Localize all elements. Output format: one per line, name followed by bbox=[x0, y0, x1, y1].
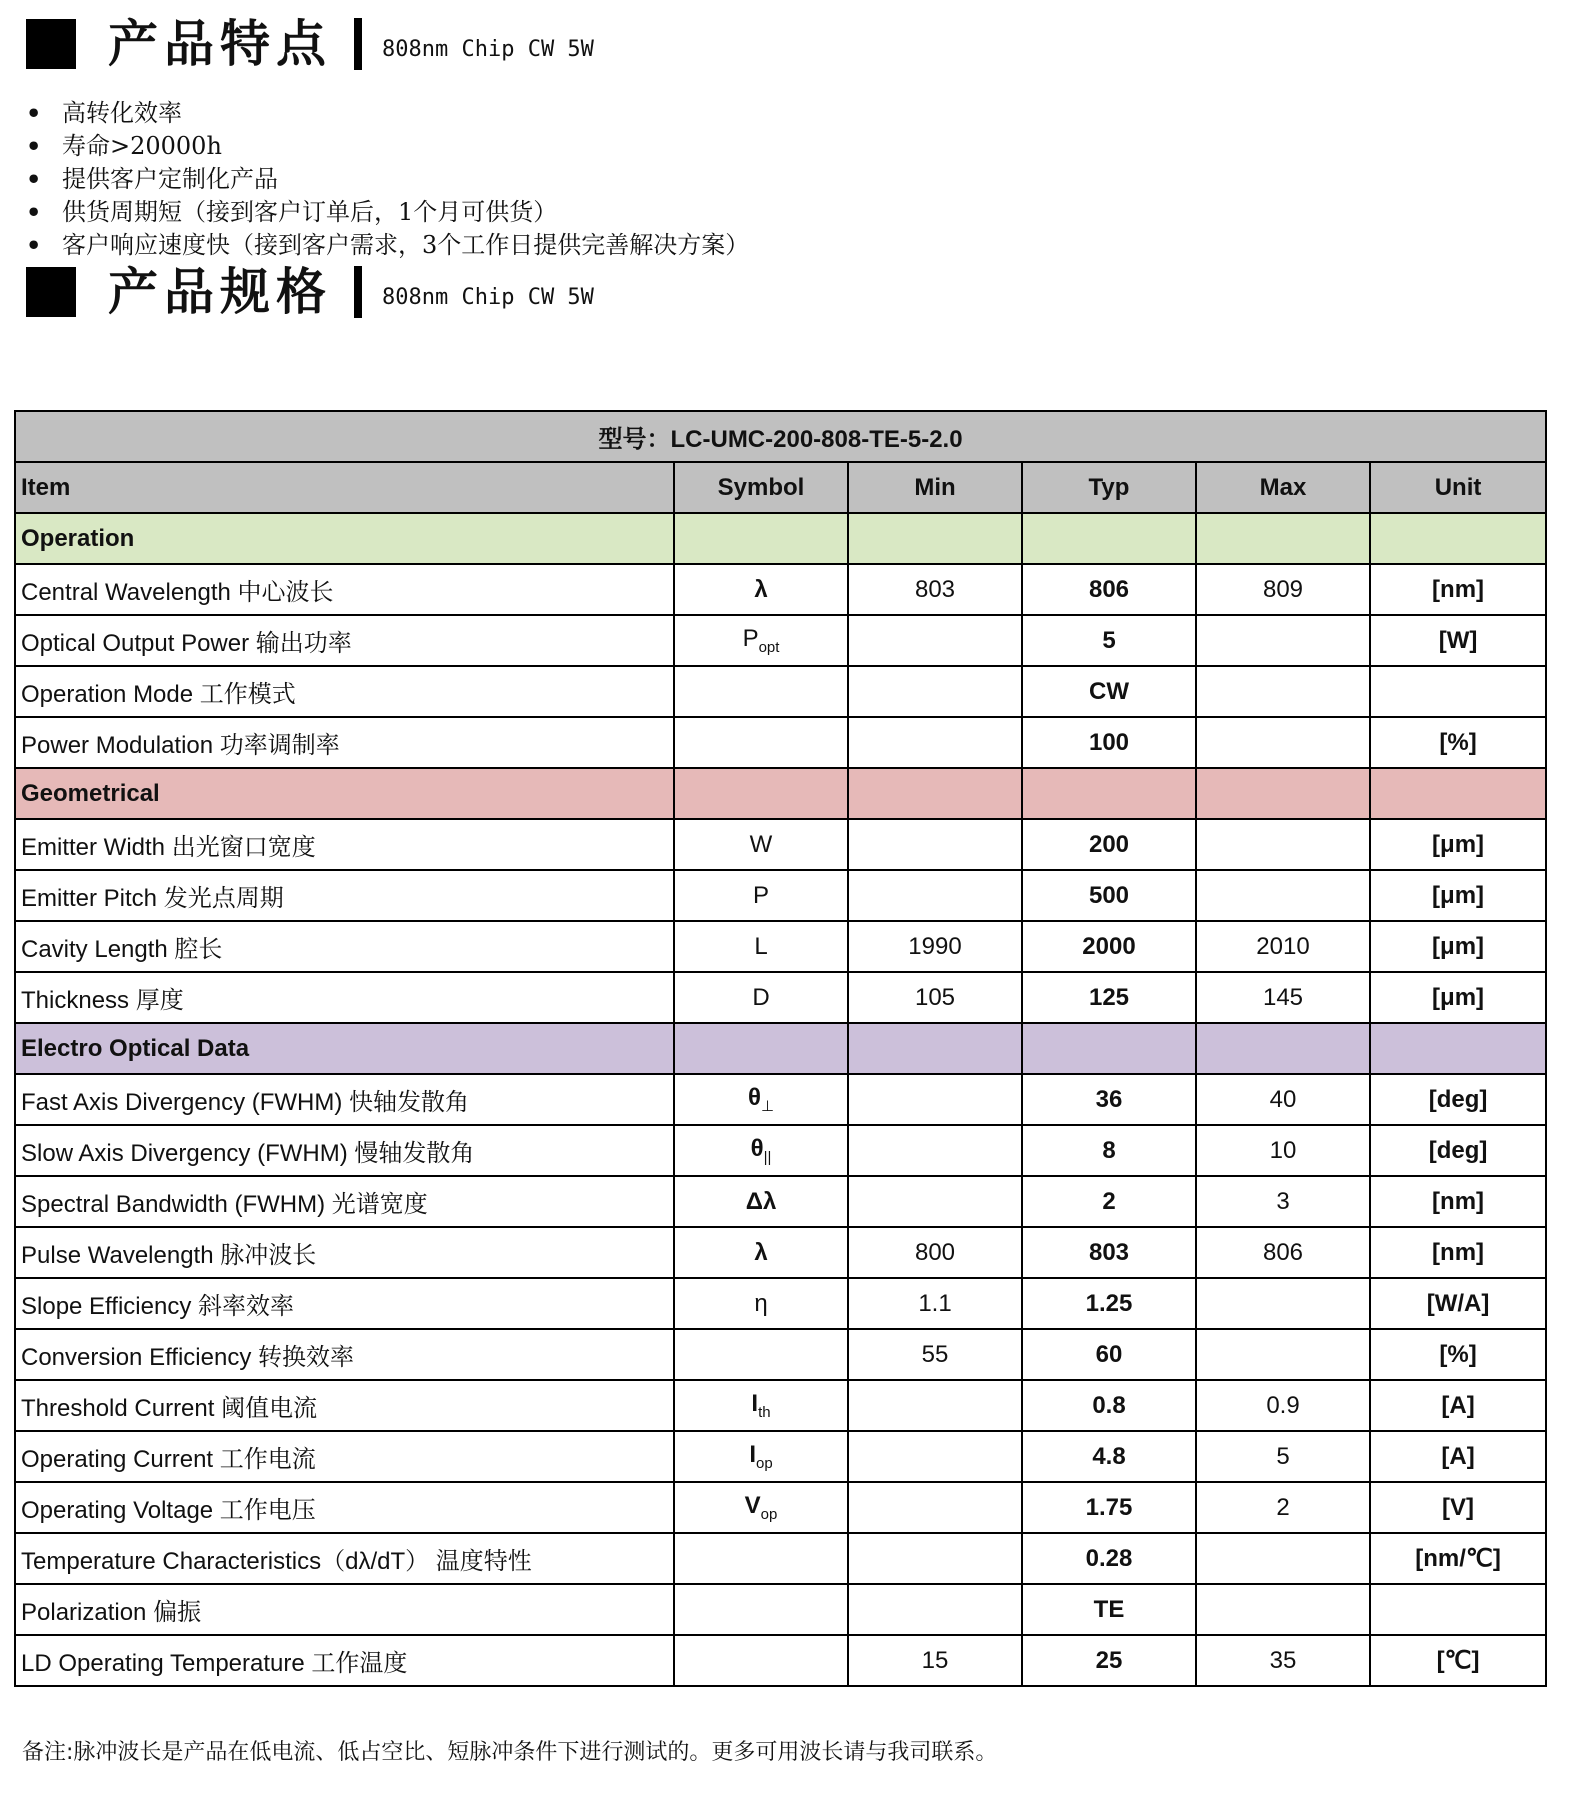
empty-cell bbox=[1196, 1023, 1370, 1074]
table-row bbox=[15, 1584, 1546, 1635]
max-cell: 809 bbox=[1196, 564, 1370, 615]
min-cell: 55 bbox=[848, 1329, 1022, 1380]
unit-cell: [nm] bbox=[1370, 1227, 1546, 1278]
symbol-main: λ bbox=[754, 575, 768, 603]
table-row bbox=[15, 921, 1546, 972]
symbol-main: I bbox=[751, 1390, 759, 1417]
unit-cell: [℃] bbox=[1370, 1635, 1546, 1686]
unit-cell: [μm] bbox=[1370, 819, 1546, 870]
min-cell bbox=[848, 666, 1022, 717]
symbol-cell bbox=[674, 1482, 848, 1533]
feature-list bbox=[26, 97, 749, 262]
symbol-cell bbox=[674, 1533, 848, 1584]
min-cell: 800 bbox=[848, 1227, 1022, 1278]
column-header: Item bbox=[15, 462, 674, 513]
unit-cell: [deg] bbox=[1370, 1074, 1546, 1125]
symbol-main: I bbox=[749, 1441, 756, 1468]
typ-cell: 60 bbox=[1022, 1329, 1196, 1380]
section-row bbox=[15, 768, 1546, 819]
bullet: • bbox=[26, 231, 42, 260]
typ-cell: 2000 bbox=[1022, 921, 1196, 972]
item-cell: Slope Efficiency 斜率效率 bbox=[15, 1278, 674, 1329]
typ-cell: 0.28 bbox=[1022, 1533, 1196, 1584]
symbol-main: η bbox=[754, 1289, 768, 1317]
unit-cell: [nm/℃] bbox=[1370, 1533, 1546, 1584]
item-cell: Optical Output Power 输出功率 bbox=[15, 615, 674, 666]
empty-cell bbox=[674, 768, 848, 819]
feature-item bbox=[26, 97, 749, 130]
symbol-cell bbox=[674, 1125, 848, 1176]
item-cell: Operating Voltage 工作电压 bbox=[15, 1482, 674, 1533]
symbol-cell bbox=[674, 1074, 848, 1125]
typ-cell: CW bbox=[1022, 666, 1196, 717]
empty-cell bbox=[1022, 768, 1196, 819]
item-cell: Thickness 厚度 bbox=[15, 972, 674, 1023]
max-cell bbox=[1196, 615, 1370, 666]
empty-cell bbox=[1370, 1023, 1546, 1074]
symbol-cell bbox=[674, 615, 848, 666]
unit-cell: [V] bbox=[1370, 1482, 1546, 1533]
item-cell: Cavity Length 腔长 bbox=[15, 921, 674, 972]
unit-cell: [W] bbox=[1370, 615, 1546, 666]
empty-cell bbox=[848, 513, 1022, 564]
empty-cell bbox=[674, 513, 848, 564]
symbol-cell bbox=[674, 1278, 848, 1329]
symbol-main: W bbox=[749, 830, 773, 858]
max-cell bbox=[1196, 1329, 1370, 1380]
square-icon bbox=[26, 19, 76, 69]
max-cell bbox=[1196, 717, 1370, 768]
typ-cell: 125 bbox=[1022, 972, 1196, 1023]
empty-cell bbox=[674, 1023, 848, 1074]
unit-cell: [A] bbox=[1370, 1380, 1546, 1431]
unit-cell: [%] bbox=[1370, 1329, 1546, 1380]
table-row bbox=[15, 1482, 1546, 1533]
item-cell: Polarization 偏振 bbox=[15, 1584, 674, 1635]
item-cell: Operation Mode 工作模式 bbox=[15, 666, 674, 717]
max-cell bbox=[1196, 666, 1370, 717]
empty-cell bbox=[1022, 1023, 1196, 1074]
table-row bbox=[15, 615, 1546, 666]
symbol-cell bbox=[674, 666, 848, 717]
max-cell: 2010 bbox=[1196, 921, 1370, 972]
symbol-cell bbox=[674, 1431, 848, 1482]
symbol-subscript: op bbox=[760, 1506, 778, 1523]
table-row bbox=[15, 666, 1546, 717]
item-cell: Operating Current 工作电流 bbox=[15, 1431, 674, 1482]
item-cell: LD Operating Temperature 工作温度 bbox=[15, 1635, 674, 1686]
min-cell bbox=[848, 1533, 1022, 1584]
typ-cell: 200 bbox=[1022, 819, 1196, 870]
table-row bbox=[15, 972, 1546, 1023]
column-header: Max bbox=[1196, 462, 1370, 513]
model-row bbox=[15, 411, 1546, 462]
symbol-main: λ bbox=[754, 1238, 768, 1266]
empty-cell bbox=[1022, 513, 1196, 564]
min-cell bbox=[848, 1125, 1022, 1176]
min-cell bbox=[848, 1431, 1022, 1482]
table-row bbox=[15, 564, 1546, 615]
symbol-main: θ bbox=[747, 1084, 761, 1111]
unit-cell bbox=[1370, 1584, 1546, 1635]
item-cell: Conversion Efficiency 转换效率 bbox=[15, 1329, 674, 1380]
typ-cell: 1.75 bbox=[1022, 1482, 1196, 1533]
empty-cell bbox=[1196, 513, 1370, 564]
typ-cell: 8 bbox=[1022, 1125, 1196, 1176]
header-row bbox=[15, 462, 1546, 513]
spec-table bbox=[14, 410, 1547, 1687]
table-row bbox=[15, 1431, 1546, 1482]
section-subtitle: 808nm Chip CW 5W bbox=[382, 284, 594, 310]
symbol-cell bbox=[674, 1329, 848, 1380]
typ-cell: 500 bbox=[1022, 870, 1196, 921]
min-cell bbox=[848, 1074, 1022, 1125]
max-cell bbox=[1196, 1584, 1370, 1635]
max-cell: 145 bbox=[1196, 972, 1370, 1023]
max-cell: 806 bbox=[1196, 1227, 1370, 1278]
item-cell: Emitter Width 出光窗口宽度 bbox=[15, 819, 674, 870]
feature-item bbox=[26, 163, 749, 196]
table-row bbox=[15, 717, 1546, 768]
min-cell bbox=[848, 717, 1022, 768]
feature-item bbox=[26, 229, 749, 262]
section-title: 产品特点 bbox=[108, 14, 332, 73]
symbol-main: L bbox=[754, 932, 768, 960]
section-label: Electro Optical Data bbox=[15, 1023, 674, 1074]
column-header: Unit bbox=[1370, 462, 1546, 513]
max-cell bbox=[1196, 870, 1370, 921]
section-header-specs bbox=[26, 262, 594, 322]
max-cell: 2 bbox=[1196, 1482, 1370, 1533]
min-cell bbox=[848, 1584, 1022, 1635]
unit-cell: [nm] bbox=[1370, 1176, 1546, 1227]
bullet: • bbox=[26, 99, 42, 128]
feature-text: 寿命>20000h bbox=[62, 132, 222, 160]
typ-cell: 2 bbox=[1022, 1176, 1196, 1227]
symbol-cell bbox=[674, 1380, 848, 1431]
bullet: • bbox=[26, 198, 42, 227]
typ-cell: 25 bbox=[1022, 1635, 1196, 1686]
item-cell: Central Wavelength 中心波长 bbox=[15, 564, 674, 615]
symbol-cell bbox=[674, 717, 848, 768]
divider bbox=[354, 18, 362, 70]
column-header: Typ bbox=[1022, 462, 1196, 513]
unit-cell: [W/A] bbox=[1370, 1278, 1546, 1329]
item-cell: Spectral Bandwidth (FWHM) 光谱宽度 bbox=[15, 1176, 674, 1227]
symbol-cell bbox=[674, 564, 848, 615]
min-cell bbox=[848, 615, 1022, 666]
symbol-subscript: ⊥ bbox=[760, 1098, 775, 1115]
item-cell: Temperature Characteristics（dλ/dT） 温度特性 bbox=[15, 1533, 674, 1584]
unit-cell: [nm] bbox=[1370, 564, 1546, 615]
symbol-subscript: op bbox=[755, 1455, 773, 1472]
feature-text: 客户响应速度快（接到客户需求，3个工作日提供完善解决方案） bbox=[62, 231, 750, 259]
max-cell bbox=[1196, 819, 1370, 870]
max-cell: 35 bbox=[1196, 1635, 1370, 1686]
typ-cell: 803 bbox=[1022, 1227, 1196, 1278]
footnote: 备注:脉冲波长是产品在低电流、低占空比、短脉冲条件下进行测试的。更多可用波长请与我司联系。 bbox=[22, 1740, 998, 1765]
section-label: Geometrical bbox=[15, 768, 674, 819]
table-row bbox=[15, 1635, 1546, 1686]
typ-cell: TE bbox=[1022, 1584, 1196, 1635]
symbol-subscript: opt bbox=[758, 639, 780, 656]
max-cell: 10 bbox=[1196, 1125, 1370, 1176]
table-row bbox=[15, 1329, 1546, 1380]
symbol-main: D bbox=[752, 983, 770, 1011]
divider bbox=[354, 266, 362, 318]
symbol-cell bbox=[674, 819, 848, 870]
section-subtitle: 808nm Chip CW 5W bbox=[382, 36, 594, 62]
typ-cell: 36 bbox=[1022, 1074, 1196, 1125]
symbol-main: P bbox=[752, 881, 769, 909]
table-row bbox=[15, 1176, 1546, 1227]
min-cell: 1.1 bbox=[848, 1278, 1022, 1329]
symbol-cell bbox=[674, 1227, 848, 1278]
table-row bbox=[15, 870, 1546, 921]
bullet: • bbox=[26, 132, 42, 161]
symbol-main: Δλ bbox=[745, 1187, 777, 1215]
max-cell: 3 bbox=[1196, 1176, 1370, 1227]
unit-cell: [μm] bbox=[1370, 870, 1546, 921]
section-row bbox=[15, 513, 1546, 564]
table-row bbox=[15, 1380, 1546, 1431]
unit-cell: [μm] bbox=[1370, 921, 1546, 972]
table-row bbox=[15, 819, 1546, 870]
table-row bbox=[15, 1278, 1546, 1329]
table-row bbox=[15, 1227, 1546, 1278]
empty-cell bbox=[1370, 768, 1546, 819]
symbol-main: V bbox=[744, 1492, 761, 1519]
symbol-cell bbox=[674, 921, 848, 972]
table-row bbox=[15, 1533, 1546, 1584]
unit-cell: [μm] bbox=[1370, 972, 1546, 1023]
item-cell: Fast Axis Divergency (FWHM) 快轴发散角 bbox=[15, 1074, 674, 1125]
typ-cell: 4.8 bbox=[1022, 1431, 1196, 1482]
item-cell: Emitter Pitch 发光点周期 bbox=[15, 870, 674, 921]
min-cell bbox=[848, 1482, 1022, 1533]
symbol-subscript: th bbox=[758, 1404, 771, 1421]
symbol-cell bbox=[674, 1176, 848, 1227]
typ-cell: 0.8 bbox=[1022, 1380, 1196, 1431]
model-title: 型号：LC-UMC-200-808-TE-5-2.0 bbox=[15, 411, 1546, 462]
empty-cell bbox=[848, 1023, 1022, 1074]
symbol-cell bbox=[674, 870, 848, 921]
feature-text: 供货周期短（接到客户订单后，1个月可供货） bbox=[62, 198, 558, 226]
unit-cell: [%] bbox=[1370, 717, 1546, 768]
min-cell bbox=[848, 1176, 1022, 1227]
item-cell: Slow Axis Divergency (FWHM) 慢轴发散角 bbox=[15, 1125, 674, 1176]
bullet: • bbox=[26, 165, 42, 194]
unit-cell bbox=[1370, 666, 1546, 717]
max-cell: 5 bbox=[1196, 1431, 1370, 1482]
item-cell: Pulse Wavelength 脉冲波长 bbox=[15, 1227, 674, 1278]
symbol-cell bbox=[674, 1584, 848, 1635]
min-cell bbox=[848, 870, 1022, 921]
item-cell: Power Modulation 功率调制率 bbox=[15, 717, 674, 768]
empty-cell bbox=[1370, 513, 1546, 564]
min-cell: 1990 bbox=[848, 921, 1022, 972]
max-cell bbox=[1196, 1533, 1370, 1584]
section-header-features bbox=[26, 14, 594, 74]
max-cell bbox=[1196, 1278, 1370, 1329]
feature-text: 高转化效率 bbox=[62, 99, 182, 127]
min-cell bbox=[848, 819, 1022, 870]
empty-cell bbox=[1196, 768, 1370, 819]
symbol-main: θ bbox=[750, 1135, 764, 1162]
square-icon bbox=[26, 267, 76, 317]
feature-item bbox=[26, 130, 749, 163]
column-header: Min bbox=[848, 462, 1022, 513]
typ-cell: 5 bbox=[1022, 615, 1196, 666]
typ-cell: 100 bbox=[1022, 717, 1196, 768]
symbol-main: P bbox=[742, 625, 759, 652]
feature-text: 提供客户定制化产品 bbox=[62, 165, 278, 193]
section-title: 产品规格 bbox=[108, 262, 332, 321]
symbol-cell bbox=[674, 972, 848, 1023]
min-cell bbox=[848, 1380, 1022, 1431]
typ-cell: 806 bbox=[1022, 564, 1196, 615]
unit-cell: [deg] bbox=[1370, 1125, 1546, 1176]
table-row bbox=[15, 1074, 1546, 1125]
min-cell: 803 bbox=[848, 564, 1022, 615]
max-cell: 0.9 bbox=[1196, 1380, 1370, 1431]
min-cell: 105 bbox=[848, 972, 1022, 1023]
empty-cell bbox=[848, 768, 1022, 819]
symbol-subscript: || bbox=[763, 1149, 772, 1166]
typ-cell: 1.25 bbox=[1022, 1278, 1196, 1329]
table-row bbox=[15, 1125, 1546, 1176]
feature-item bbox=[26, 196, 749, 229]
item-cell: Threshold Current 阈值电流 bbox=[15, 1380, 674, 1431]
column-header: Symbol bbox=[674, 462, 848, 513]
section-row bbox=[15, 1023, 1546, 1074]
max-cell: 40 bbox=[1196, 1074, 1370, 1125]
section-label: Operation bbox=[15, 513, 674, 564]
unit-cell: [A] bbox=[1370, 1431, 1546, 1482]
min-cell: 15 bbox=[848, 1635, 1022, 1686]
symbol-cell bbox=[674, 1635, 848, 1686]
